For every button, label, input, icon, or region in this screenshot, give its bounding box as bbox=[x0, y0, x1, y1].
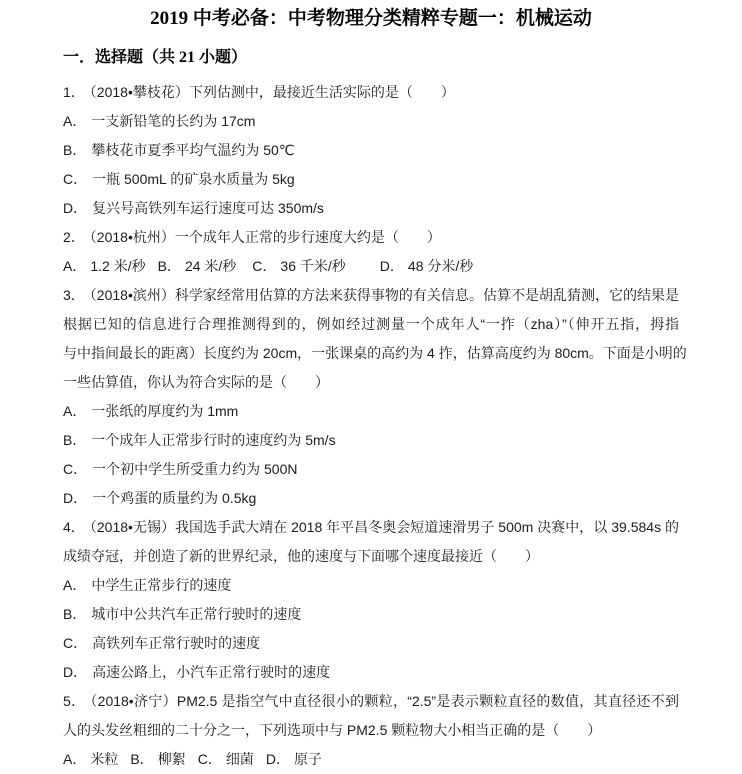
option-text: 48 分米/秒 bbox=[407, 258, 474, 274]
option-text: 一瓶 500mL 的矿泉水质量为 5kg bbox=[92, 171, 295, 187]
option-text: 城市中公共汽车正常行驶时的速度 bbox=[91, 606, 302, 622]
question-1 bbox=[63, 78, 679, 223]
question-number: 5． bbox=[63, 693, 86, 709]
option-text: 高铁列车正常行驶时的速度 bbox=[92, 635, 261, 651]
option-text: 米粒 bbox=[90, 751, 119, 767]
question-stem-text: 人的头发丝粗细的二十分之一，下列选项中与 PM2.5 颗粒物大小相当正确的是（ ） bbox=[63, 722, 602, 738]
question-5-option-b bbox=[130, 751, 185, 767]
question-5-option-c bbox=[198, 751, 254, 767]
option-label: A． bbox=[63, 113, 87, 129]
question-stem-text: 根据已知的信息进行合理推测得到的，例如经过测量一个成年人“一拃（zha）”（伸开五指，拇指 bbox=[63, 316, 679, 332]
option-label: B． bbox=[63, 142, 87, 158]
question-stem-text: （2018•攀枝花）下列估测中，最接近生活实际的是（ ） bbox=[89, 84, 455, 100]
question-1-option-a bbox=[63, 107, 679, 136]
option-text: 36 千米/秒 bbox=[280, 258, 346, 274]
section-heading: 一．选择题（共 21 小题） bbox=[63, 49, 248, 66]
question-stem-text: （2018•杭州）一个成年人正常的步行速度大约是（ ） bbox=[89, 229, 441, 245]
question-4-option-b bbox=[63, 600, 679, 629]
option-text: 攀枝花市夏季平均气温约为 50℃ bbox=[91, 142, 295, 158]
question-1-stem bbox=[63, 78, 679, 107]
question-number: 2． bbox=[63, 229, 85, 245]
question-1-option-d bbox=[63, 194, 679, 223]
option-label: C． bbox=[197, 751, 222, 767]
question-2-option-b bbox=[158, 258, 237, 274]
option-label: A． bbox=[63, 403, 87, 419]
question-stem-text: （2018•无锡）我国选手武大靖在 2018 年平昌冬奥会短道速滑男子 500m 决赛中，以 39.584s 的 bbox=[89, 519, 679, 535]
question-3-option-c bbox=[63, 455, 679, 484]
question-1-option-b bbox=[63, 136, 679, 165]
question-3-stem-line-3 bbox=[63, 339, 687, 368]
question-5-options-row bbox=[63, 745, 679, 774]
option-label: D． bbox=[63, 490, 88, 506]
option-label: A． bbox=[63, 258, 87, 274]
option-label: B． bbox=[63, 432, 87, 448]
question-list bbox=[63, 78, 687, 774]
page-title: 2019 中考必备：中考物理分类精粹专题一：机械运动 bbox=[150, 8, 592, 29]
question-5-option-a bbox=[63, 751, 118, 767]
question-2-option-c bbox=[252, 258, 345, 274]
option-text: 细菌 bbox=[225, 751, 254, 767]
question-3-option-b bbox=[63, 426, 679, 455]
question-3-option-d bbox=[63, 484, 679, 513]
option-text: 一个初中学生所受重力约为 500N bbox=[92, 461, 298, 477]
option-text: 24 米/秒 bbox=[184, 258, 237, 274]
question-5-stem-line-2 bbox=[63, 716, 679, 745]
option-label: A． bbox=[63, 577, 87, 593]
option-label: C． bbox=[63, 461, 88, 477]
option-label: C． bbox=[252, 258, 277, 274]
question-stem-text: 成绩夺冠，并创造了新的世界纪录，他的速度与下面哪个速度最接近（ ） bbox=[63, 548, 539, 564]
question-number: 3． bbox=[63, 287, 85, 303]
option-text: 一支新铅笔的长约为 17cm bbox=[91, 113, 256, 129]
question-number: 1． bbox=[63, 84, 85, 100]
question-1-option-c bbox=[63, 165, 679, 194]
question-5-stem-line-1 bbox=[63, 687, 679, 716]
question-stem-text: （2018•济宁）PM2.5 是指空气中直径很小的颗粒，“2.5”是表示颗粒直径的数值，其直径还不到 bbox=[90, 693, 679, 709]
question-2-stem bbox=[63, 223, 679, 252]
question-stem-text: 与中指间最长的距离）长度约为 20cm，一张课桌的高约为 4 拃，估算高度约为 80cm。下面是小明的 bbox=[63, 345, 687, 361]
question-4-stem-line-2 bbox=[63, 542, 679, 571]
question-stem-text: （2018•滨州）科学家经常用估算的方法来获得事物的有关信息。估算不是胡乱猜测，它的结果是 bbox=[89, 287, 679, 303]
option-text: 一张纸的厚度约为 1mm bbox=[91, 403, 239, 419]
option-text: 复兴号高铁列车运行速度可达 350m/s bbox=[92, 200, 324, 216]
question-stem-text: 一些估算值，你认为符合实际的是（ ） bbox=[63, 374, 329, 390]
question-2-options-row bbox=[63, 252, 679, 281]
option-label: D． bbox=[265, 751, 290, 767]
option-text: 一个鸡蛋的质量约为 0.5kg bbox=[92, 490, 257, 506]
question-5-option-d bbox=[266, 751, 322, 767]
question-4 bbox=[63, 513, 679, 687]
option-label: A． bbox=[63, 751, 87, 767]
option-label: B． bbox=[130, 751, 154, 767]
question-3-option-a bbox=[63, 397, 679, 426]
option-text: 柳絮 bbox=[157, 751, 186, 767]
option-text: 中学生正常步行的速度 bbox=[91, 577, 232, 593]
question-number: 4． bbox=[63, 519, 85, 535]
question-3-stem-line-4 bbox=[63, 368, 679, 397]
question-5 bbox=[63, 687, 679, 774]
question-3-stem-line-2 bbox=[63, 310, 679, 339]
question-2 bbox=[63, 223, 679, 281]
question-2-option-a bbox=[63, 258, 146, 274]
question-4-option-c bbox=[63, 629, 679, 658]
option-text: 高速公路上，小汽车正常行驶时的速度 bbox=[92, 664, 331, 680]
option-label: B． bbox=[157, 258, 181, 274]
option-text: 1.2 米/秒 bbox=[90, 258, 146, 274]
option-label: D． bbox=[379, 258, 404, 274]
option-label: B． bbox=[63, 606, 87, 622]
question-2-option-d bbox=[380, 258, 473, 274]
option-label: C． bbox=[63, 635, 88, 651]
option-text: 原子 bbox=[293, 751, 322, 767]
option-text: 一个成年人正常步行时的速度约为 5m/s bbox=[91, 432, 336, 448]
question-4-option-a bbox=[63, 571, 679, 600]
question-3-stem-line-1 bbox=[63, 281, 679, 310]
question-4-stem-line-1 bbox=[63, 513, 679, 542]
question-3 bbox=[63, 281, 687, 513]
option-label: D． bbox=[63, 664, 88, 680]
question-4-option-d bbox=[63, 658, 679, 687]
option-label: D． bbox=[63, 200, 88, 216]
option-label: C． bbox=[63, 171, 88, 187]
